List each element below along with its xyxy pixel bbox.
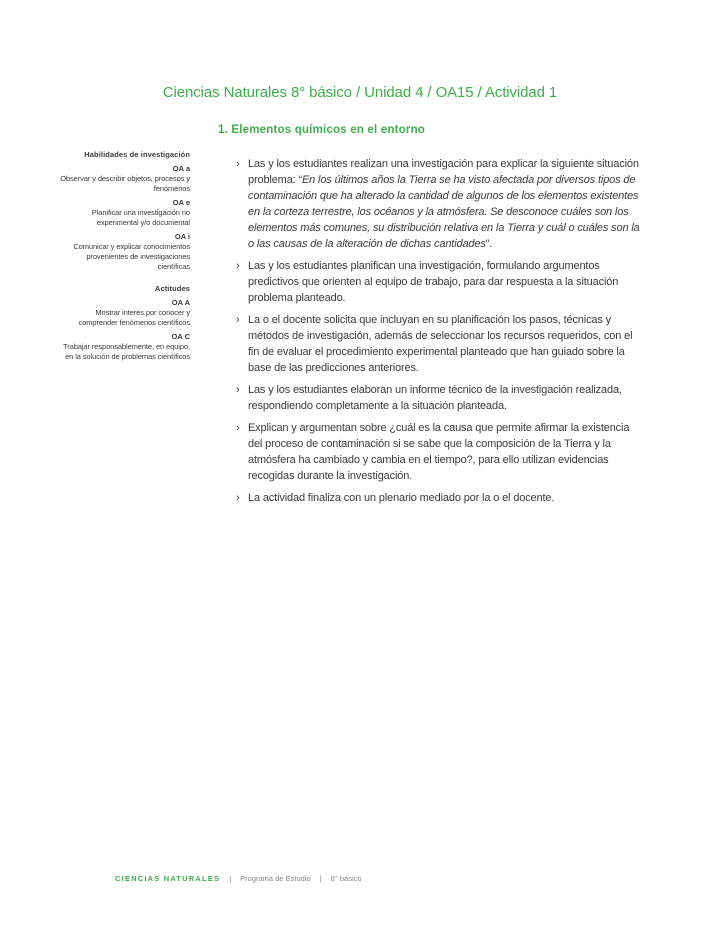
list-item — [236, 382, 640, 414]
oa-code: OA A — [171, 298, 190, 307]
oa-code: OA C — [171, 332, 190, 341]
bullet-chevron: › — [236, 314, 240, 326]
footer-separator: | — [319, 874, 322, 883]
oa-description: Trabajar responsablemente, en equipo, en la solución de problemas científicos — [63, 342, 190, 361]
oa-description: Planificar una investigación no experimental y/o documental — [91, 208, 190, 227]
oa-description: Observar y describir objetos, procesos y fenómenos — [60, 174, 190, 193]
bullet-text: Las y los estudiantes planifican una investigación, formulando argumentos predictivos que orienten al equipo de trabajo, para dar respuesta a la situación problema planteado. — [248, 260, 619, 304]
oa-code: OA i — [174, 232, 190, 241]
margin-notes — [58, 150, 190, 362]
bullet-chevron: › — [236, 384, 240, 396]
bullet-text: Las y los estudiantes elaboran un informe técnico de la investigación realizada, respondiendo completamente a la situación planteada. — [248, 384, 622, 412]
bullet-segment: ”. — [485, 238, 493, 250]
footer-item: Programa de Estudio — [240, 874, 311, 883]
bullet-chevron: › — [236, 422, 240, 434]
bullet-chevron: › — [236, 260, 240, 272]
list-item — [236, 258, 640, 306]
list-item — [236, 420, 640, 484]
section-heading: Habilidades de investigación — [84, 150, 190, 159]
bullet-chevron: › — [236, 492, 240, 504]
sidebar-section-actitudes — [58, 284, 190, 362]
bullet-text — [248, 156, 640, 252]
activity-list — [236, 156, 640, 512]
footer-item: 8° básico — [330, 874, 362, 883]
page-title: Ciencias Naturales 8° básico / Unidad 4 / OA15 / Actividad 1 — [162, 84, 558, 101]
list-item — [236, 312, 640, 376]
bullet-text: Explican y argumentan sobre ¿cuál es la causa que permite afirmar la existencia del proceso de contaminación si se sabe que la composición de la Tierra y la atmósfera ha cambiado y cambia en el tiempo?, para ello utilizan evidencias recogidas durante la investigación. — [248, 422, 630, 482]
bullet-text: La actividad finaliza con un plenario mediado por la o el docente. — [248, 492, 555, 504]
oa-description: Comunicar y explicar conocimientos provenientes de investigaciones científicas — [73, 242, 190, 271]
list-item — [236, 490, 640, 506]
bullet-chevron: › — [236, 158, 240, 170]
footer-brand: CIENCIAS NATURALES — [115, 874, 221, 883]
oa-code: OA a — [172, 164, 190, 173]
page-footer — [115, 874, 362, 884]
section-heading: Actitudes — [154, 284, 190, 293]
bullet-segment: Las y los estudiantes realizan una investigación para explicar la siguiente situación problema: “ — [248, 158, 639, 186]
oa-description: Mostrar interés por conocer y comprender fenómenos científicos — [78, 308, 190, 327]
bullet-text: La o el docente solicita que incluyan en su planificación los pasos, técnicas y métodos de investigación, además de seleccionar los recursos requeridos, con el fin de evaluar el procedimiento experimental planteado que han guiado sobre la base de las predicciones anteriores. — [248, 314, 633, 374]
activity-heading: 1. Elementos químicos en el entorno — [218, 124, 426, 136]
sidebar-section-habilidades — [58, 150, 190, 272]
oa-code: OA e — [172, 198, 190, 207]
bullet-segment-quote: En los últimos años la Tierra se ha visto afectada por diversos tipos de contaminación que ha alterado la cantidad de algunos de los elementos existentes en la corteza terrestre, los océanos y la atmósfera. Se desconoce cuáles son los elementos más comunes, su distribución relativa en la Tierra y cuál o cuáles son la o las causas de la alteración de dichas cantidades — [248, 174, 640, 250]
list-item — [236, 156, 640, 252]
footer-separator: | — [229, 874, 232, 883]
